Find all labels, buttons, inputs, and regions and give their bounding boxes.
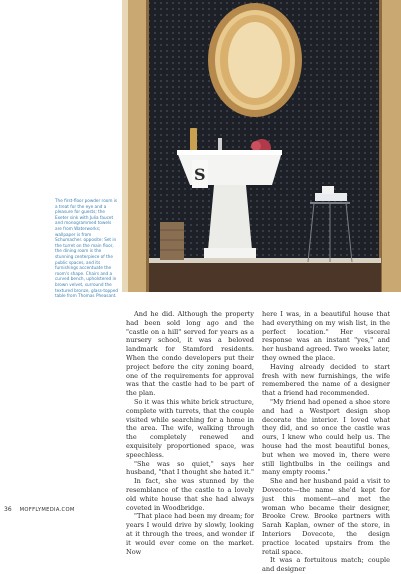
- photo-illustration: [122, 0, 401, 292]
- article-column-left: [126, 310, 254, 556]
- paragraph: "My friend had opened a shoe store and had a Westport design shop decorate the interior. I loved what they did, and so once the castle was ours, I knew who could help us. The house had the most beautiful bones, but when we moved in, there were still lightbulbs in the ceilings and many empty rooms.": [262, 397, 390, 477]
- page-footer: [4, 506, 75, 513]
- paragraph: It was a fortuitous match; couple and designer: [262, 556, 390, 574]
- article-column-right: [262, 310, 390, 574]
- paragraph: In fact, she was stunned by the resemblance of the castle to a lovely old white house that she had always coveted in Woodbridge.: [126, 477, 254, 512]
- page-number: 36: [4, 506, 12, 513]
- paragraph: And he did. Although the property had been sold long ago and the "castle on a hill" served for years as a nursery school, it was a beloved landmark for Stamford residents. When the condo developers put their project before the city zoning board, one of the requirements for approval was that the castle had to be part of the plan.: [126, 310, 254, 398]
- side-table-items: [315, 193, 347, 201]
- powder-room-photo: [122, 0, 401, 292]
- paragraph: She and her husband paid a visit to Dovecote—the name she'd kept for just this moment—and met the woman who became their designer, Brooke Crew. Brooke partners with Sarah Kaplan, owner of the store, in Interiors Dovecote, the design practice located upstairs from the retail space.: [262, 477, 390, 556]
- paragraph: So it was this white brick structure, complete with turrets, that the couple visited while searching for a home in the area. The wife, walking through the completely renewed and exquisitely proportioned space, was speechless.: [126, 397, 254, 459]
- paragraph: "She was so quiet," says her husband, "that I thought she hated it.": [126, 459, 254, 477]
- door-frame-right: [381, 0, 401, 292]
- wastebasket: [160, 222, 184, 260]
- soap-dispenser: [190, 128, 197, 152]
- towel-monogram: S: [194, 165, 206, 184]
- site-url: MOFFLYMEDIA.COM: [19, 507, 75, 513]
- paragraph: here I was, in a beautiful house that had everything on my wish list, in the perfect location." Her visceral response was an instant "yes," and her husband agreed. Two weeks later, they owned the place.: [262, 310, 390, 362]
- floor: [149, 262, 381, 292]
- photo-caption: The first-floor powder room is a treat for the eye and a pleasure for guests; the Exeter sink with Julia faucet and monogrammed towels are from Waterworks; wallpaper is from Schumacher. opposite: Set in the turret on the main floor, the dining room is the stunning centerpiece of the public spaces, and its furnishings accentuate the room's shape. Chairs and a curved bench, upholstered in brown velvet, surround the textured bronze, glass-topped table from Thomas Pheasant.: [55, 198, 119, 299]
- paragraph: Having already decided to start fresh with new furnishings, the wife remembered the name of a designer that a friend had recommended.: [262, 362, 390, 398]
- paragraph: "That place had been my dream; for years I would drive by slowly, looking at it through the trees, and wonder if it would ever come on the market. Now: [126, 512, 254, 556]
